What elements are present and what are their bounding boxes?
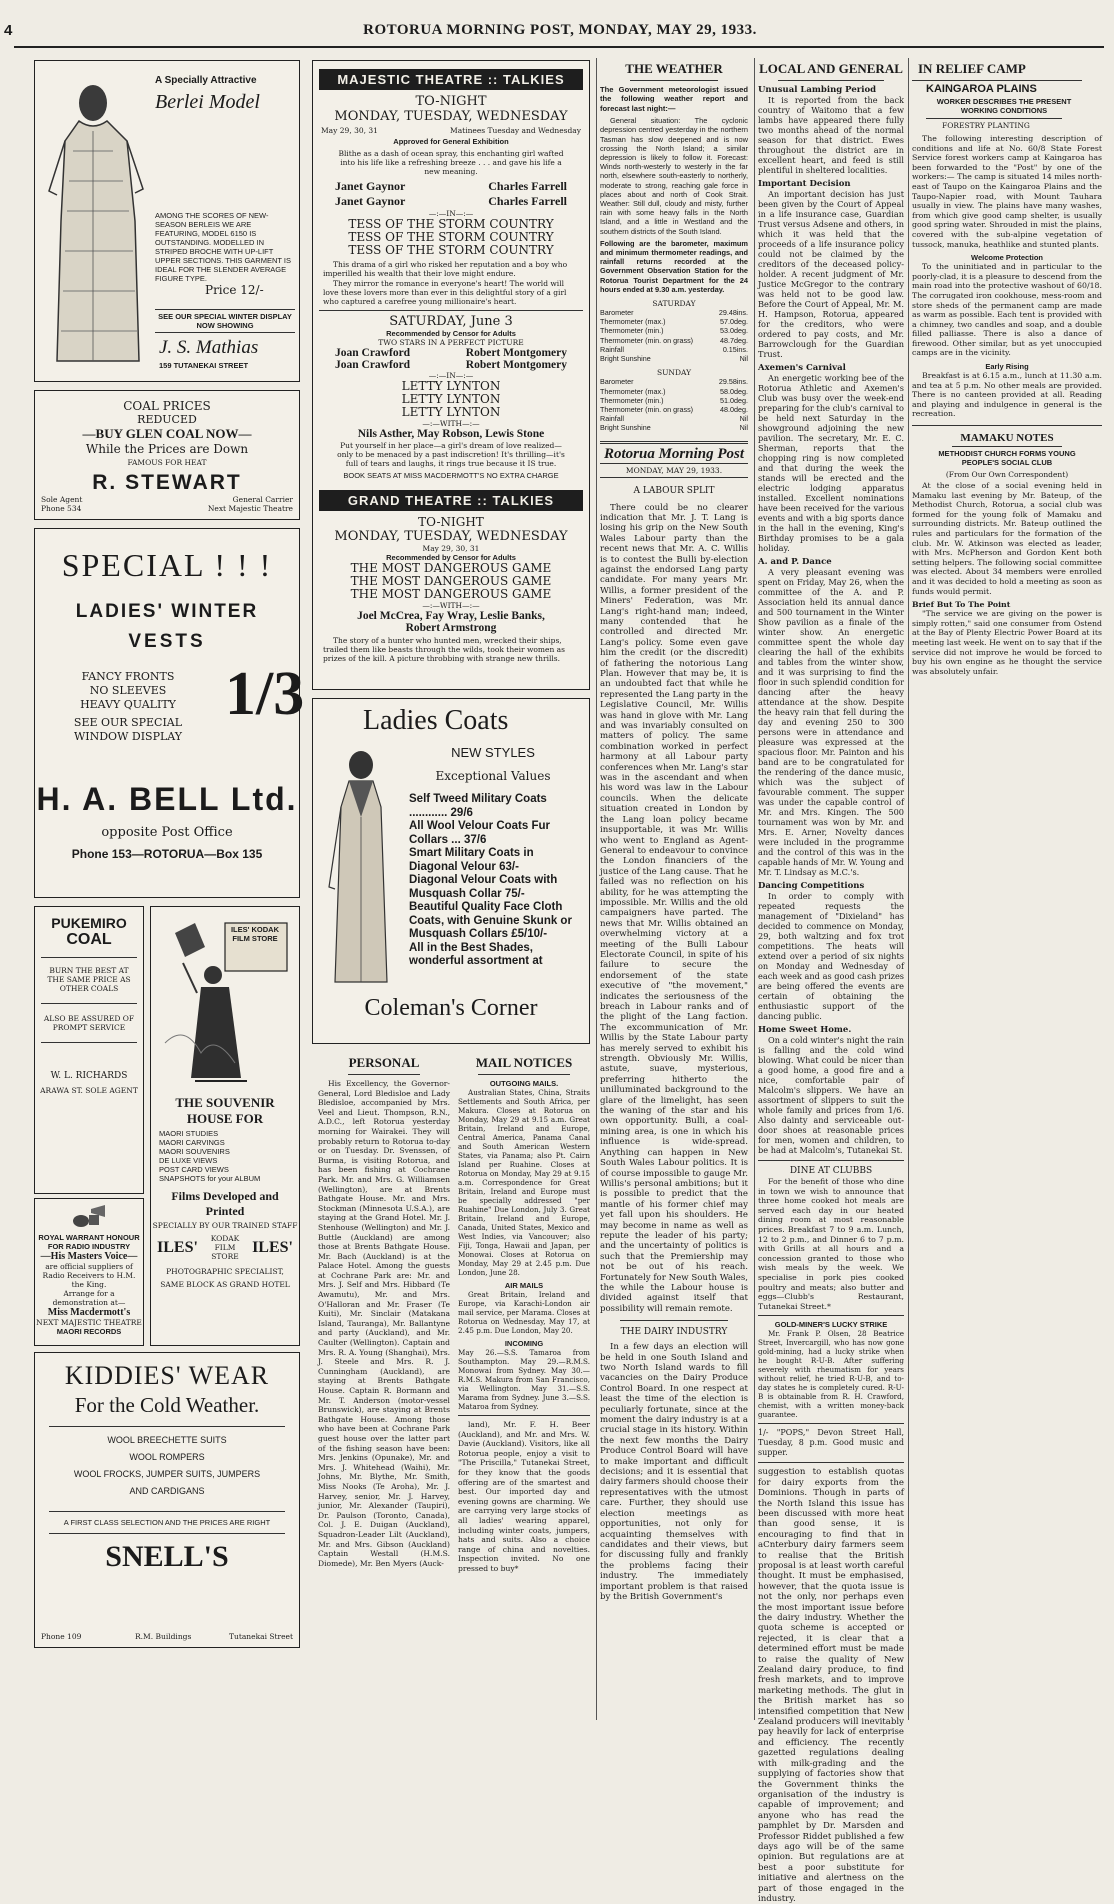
mail-air-text: Great Britain, Ireland and Europe, via Karachi-London air mail service, per Marama. Closes at Rotorua on Wednesday, May 17, at 2.45 p.m. Due London, May 20. [458, 1290, 590, 1335]
iles-byour: SPECIALLY BY OUR TRAINED STAFF [152, 1221, 298, 1230]
majestic-star-2: Charles Farrell [488, 179, 567, 193]
berlei-price: Price 12/- [205, 283, 264, 297]
sat-value: 57.0deg. [720, 317, 748, 327]
local-item-text: An important decision has just been given by the Court of Appeal in a life insurance case, Guardian Trust versus Adsene and others, in which it was held that the proceeds of a life insurance policy could not be claimed by the creditors of the deceased policy-holder. A recent judgment of Mr. Justice McGregor to the contrary was held not to be good law. Before the Court of Appeal, Mr. M. H. Hampson, Rotorua, appeared for the creditors, who were ordered to pay costs, and Mr. Barrowclough for the Guardian Trust. [758, 189, 904, 359]
majestic-sat-star-2-repeat: Robert Montgomery [465, 359, 567, 371]
local-item-heading: Important Decision [758, 179, 851, 189]
bell-line-2: VESTS [128, 631, 206, 652]
coal-line-2: REDUCED [137, 413, 197, 426]
majestic-approved: Approved for General Exhibition [393, 137, 509, 146]
grand-film-2: THE MOST DANGEROUS GAME [350, 574, 552, 588]
berlei-address: 159 TUTANEKAI STREET [159, 361, 249, 370]
sat-label: Rainfall [600, 344, 624, 354]
hmv-ad [34, 1198, 144, 1346]
pukemiro-title-1: PUKEMIRO [51, 915, 127, 931]
majestic-banner: MAJESTIC THEATRE :: TALKIES [319, 69, 583, 90]
grand-film-3: THE MOST DANGEROUS GAME [350, 587, 552, 601]
sun-label: Thermometer (min. on grass) [600, 404, 694, 414]
hmv-line-1: ROYAL WARRANT HONOUR FOR RADIO INDUSTRY [38, 1233, 140, 1251]
coleman-item-6: All in the Best Shades, wonderful assortment at [409, 941, 543, 967]
sat-value: 0.15ins. [722, 344, 748, 354]
bell-feature-3: HEAVY QUALITY [80, 698, 176, 711]
majestic-star-2-repeat: Charles Farrell [488, 194, 567, 208]
sat-value: 29.48ins. [718, 308, 748, 318]
pukemiro-title-2: COAL [66, 931, 112, 948]
bell-feature-1: FANCY FRONTS [81, 670, 175, 683]
personal-column [318, 1052, 450, 1652]
relief-h3: Early Rising [985, 362, 1029, 372]
majestic-days: MONDAY, TUESDAY, WEDNESDAY [334, 109, 568, 124]
coleman-firm: Coleman's Corner [364, 995, 538, 1021]
mail-incoming: INCOMING [504, 1339, 544, 1348]
grand-dates: May 29, 30, 31 [422, 544, 480, 553]
sat-label: Thermometer (min. on grass) [600, 335, 694, 345]
berlei-title: Berlei Model [155, 91, 260, 113]
majestic-film-1: TESS OF THE STORM COUNTRY [348, 217, 554, 231]
sat-row [600, 326, 748, 335]
majestic-letty-3: LETTY LYNTON [401, 405, 501, 419]
sat-row [600, 354, 748, 363]
local-item-heading: A. and P. Dance [758, 557, 832, 567]
majestic-star-1: Janet Gaynor [335, 179, 406, 193]
sun-value: 29.58ins. [718, 377, 748, 387]
relief-sub-1: KAINGAROA PLAINS [926, 83, 1037, 95]
sat-label: Bright Sunshine [600, 354, 651, 364]
local-item-heading: Unusual Lambing Period [758, 85, 877, 95]
coal-line-4: While the Prices are Down [85, 442, 249, 456]
coal-firm: R. STEWART [92, 471, 242, 494]
hmv-line-2: —His Masters Voice— [40, 1251, 138, 1262]
snell-firm: SNELL'S [105, 1540, 229, 1573]
hmv-line-7: MAORI RECORDS [56, 1327, 122, 1336]
iles-sv-2: HOUSE FOR [186, 1111, 264, 1126]
personal-text: His Excellency, the Governor-General, Lord Bledisloe and Lady Bledisloe, accompanied by Mrs. Veel and Lieut. Thompson, R.N., A.D.C., left Rotorua yesterday morning for Wairakei. They will probably return to Rotorua to-day or on Tuesday. Dr. Svenssen, of Burma, is visiting Rotorua, and has been fishing at Cochrane Park. Mr. and Mrs. G. Williamsen (Wellington), are at Brents Bathgate House. Mr. and Mrs. Stockman (Minnesota U.S.A.), are staying at the Grand Hotel. Mr. J. Stenhouse (Wellington) and Mr. J. Buttle (Auckland) are among those at Brents Bathgate House. Mr. Bach (Auckland) is at the Palace Hotel. Among the guests at Cochrane Park are: Mr. and Mrs. J. Self and Mrs. Hibbard (Te Awamutu), Mr. and Mrs. O'Halloran and Mr. Fraser (Te Kuiti), Mr. Sinclair (Matakana Island, Tauranga), Mr. Ballantyne and party (Auckland), and Mr. Caulter (Wellington). Captain and Mrs. R. A. Young (Shanghai), Mrs. J. Steele and Mrs. R. J. Cunningham (Auckland), are staying at Brents Bathgate House. Captain R. Bormann and Mr. T. Anderson (motor-vessel Brunswick), are staying at Brents Bathgate House. Among those who have been at Cochrane Park guest house over the latter part of the fishing season have been: Mrs. Jenkins (Opunake), Mr. and Mrs. J. Whitehead (Waihi), Mr. Johns, Mr. Blythe, Mr. Smith, Miss Nooks (Te Aroha), Mr. J. Harvey, senior, Mr. J. Harvey, junior, Mr. Alexander (Taupiri), Dr. Paulson (Toronto, Canada), Col. J. E. Duigan (Auckland), Squadron-Leader Lilt (Auckland), Mr. and Mrs. Gibson (Auckland) Captain Westall (H.M.S. Diomede), Mr. Ben Myers (Auck- [318, 1079, 450, 1568]
sun-row [600, 414, 748, 423]
majestic-sat-star-1: Joan Crawford [335, 347, 411, 359]
majestic-rec: Recommended by Censor for Adults [386, 329, 516, 338]
majestic-star-1-repeat: Janet Gaynor [335, 194, 406, 208]
iles-films: Films Developed and Printed [171, 1189, 279, 1218]
local-item-heading: Dancing Competitions [758, 881, 865, 891]
relief-sub-2: WORKER DESCRIBES THE PRESENT WORKING CONDITIONS [936, 97, 1072, 115]
majestic-sat-star-2: Robert Montgomery [465, 347, 567, 359]
masthead-rule [14, 46, 1104, 48]
grand-days: MONDAY, TUESDAY, WEDNESDAY [334, 529, 568, 544]
iles-sv-1: THE SOUVENIR [175, 1095, 275, 1110]
masthead-title: ROTORUA MORNING POST, MONDAY, MAY 29, 1933. [363, 22, 757, 38]
iles-brand-1: ILES' [157, 1238, 198, 1256]
hmv-line-6: NEXT MAJESTIC THEATRE [36, 1318, 142, 1327]
sun-label: Thermometer (min.) [600, 395, 664, 405]
coleman-item-5: Beautiful Quality Face Cloth Coats, with Genuine Skunk or Musquash Collars £5/10/- [409, 901, 572, 940]
majestic-blurb: Blithe as a dash of ocean spray, this enchanting girl wafted into his life like a refreshing breeze . . . and gave his life a new meaning. [338, 149, 564, 176]
weather-sun-table [600, 377, 748, 432]
sun-value: Nil [739, 414, 748, 424]
sun-row [600, 377, 748, 386]
grand-cast-1: Joel McCrea, Fay Wray, Leslie Banks, [357, 610, 545, 622]
sat-value: Nil [739, 354, 748, 364]
majestic-in: —:—IN—:— [428, 209, 474, 218]
coal-line-1: COAL PRICES [123, 399, 211, 413]
mail-out-text: Australian States, China, Straits Settlements and South Africa, per Makura. Closes at Rotorua on Monday, May 29 at 9.15 a.m. Great Britain, Ireland and Europe, Central America, Panama Canal and South American Western States, via Panama; also Pt. Cairn Island per Ruahine. Closes at Rotorua on Monday, May 29 at 9.15 a.m. Correspondence for Great Britain, Ireland and Europe must be specially addressed "per Ruahine" Due London, July 3. Great Britain, Ireland and Europe, Canada, United States, Mexico and West Indies, via Vancouver; also Fiji, Tonga, Hawaii and Japan, per Monowai. Closes at Rotorua on Monday, May 29 at 2.45 p.m. Due London, June 28. [458, 1088, 590, 1277]
dog-gramophone-icon [69, 1203, 109, 1229]
sun-label: Rainfall [600, 414, 624, 424]
berlei-desc: AMONG THE SCORES OF NEW-SEASON BERLEIS WE ARE FEATURING, MODEL 6150 IS OUTSTANDING. MODELLED IN STRIPED BROCHE WITH UP-LIFT UPPER SECTIONS. THIS GARMENT IS IDEAL FOR THE SLENDER AVERAGE FIGURE TYPE. [155, 211, 291, 283]
coleman-title: Ladies Coats [363, 705, 509, 736]
majestic-dates: May 29, 30, 31 [321, 126, 378, 135]
weather-sat-label: SATURDAY [652, 299, 696, 309]
grand-cast-2: Robert Armstrong [405, 622, 497, 634]
majestic-twostars: TWO STARS IN A PERFECT PICTURE [378, 338, 524, 347]
snell-item-2: WOOL ROMPERS [129, 1452, 205, 1462]
mamaku-title: MAMAKU NOTES [960, 432, 1054, 445]
weather-column [600, 58, 748, 1658]
majestic-letty-2: LETTY LYNTON [401, 392, 501, 406]
coleman-item-2: All Wool Velour Coats Fur Collars ... 37/6 [409, 820, 550, 846]
iles-photo: PHOTOGRAPHIC SPECIALIST, [166, 1267, 284, 1276]
post-leader: A LABOUR SPLIT [633, 485, 715, 496]
hmv-line-3: are official suppliers of Radio Receivers to H.M. the King. [42, 1262, 136, 1289]
snell-street: Tutanekai Street [228, 1632, 293, 1641]
bell-feature-2: NO SLEEVES [89, 684, 167, 697]
sun-value: 48.0deg. [720, 404, 748, 414]
personal-title: PERSONAL [348, 1055, 420, 1070]
sat-value: 53.0deg. [720, 326, 748, 336]
majestic-cast: Nils Asther, May Robson, Lewis Stone [357, 428, 545, 440]
coleman-item-1: Self Tweed Military Coats ............ 29/6 [409, 793, 547, 819]
local-item-text: It is reported from the back country of Waitomo that a few lambs have appeared there fully two months ahead of the normal season for that district. Ewes throughout the district are in excellent heart, and feed is still plentiful in sheltered localities. [758, 95, 904, 175]
iles-sv-3: MAORI STUDIES MAORI CARVINGS MAORI SOUVENIRS DE LUXE VIEWS POST CARD VIEWS SNAPSHOTS for your ALBUM [159, 1129, 261, 1183]
coal-left-1: Sole Agent [41, 495, 83, 504]
mamaku-from: (From Our Own Correspondent) [945, 470, 1069, 480]
iles-sign: ILES' KODAK FILM STORE [230, 925, 280, 943]
corset-illustration [43, 71, 158, 371]
berlei-firm: J. S. Mathias [159, 337, 259, 358]
majestic-tonight: TO-NIGHT [415, 94, 487, 109]
majestic-mirror: They mirror the romance in everyone's heart! The world will love these lovers more than ever in this delightful story of a girl who captured a carefree young millionaire's heart. [323, 279, 567, 306]
local-dine-title: DINE AT CLUBBS [789, 1166, 873, 1176]
sun-row [600, 387, 748, 396]
mail-tail: land), Mr. F. H. Beer (Auckland), and Mr. and Mrs. W. Davie (Auckland). Visitors, like all Rotorua people, enjoy a visit to "The Priscilla," Tutanekai Street, for they know that the goods offering are of the smartest and best. Our imported day and evening gowns are charming. We are carrying very large stocks of all ladies' wearing apparel, including winter coats, jumpers, hats and suits. Also a choice range of china and novelties. Inspection invited. No one pressed to buy* [458, 1420, 590, 1573]
sun-value: 58.0deg. [720, 386, 748, 396]
relief-text-3: Breakfast is at 6.15 a.m., lunch at 11.30 a.m. and tea at 5 p.m. No other meals are provided. There is no canteen provided at all. Reading and playing and indulgence in general is the recreation. [912, 371, 1102, 419]
grand-tonight: TO-NIGHT [418, 515, 484, 529]
weather-sat-table [600, 308, 748, 363]
sun-label: Bright Sunshine [600, 423, 651, 433]
mail-outgoing: OUTGOING MAILS. [489, 1079, 559, 1088]
sat-label: Thermometer (min.) [600, 326, 664, 336]
sun-row [600, 423, 748, 432]
snell-title-1: KIDDIES' WEAR [64, 1361, 270, 1390]
sun-row [600, 405, 748, 414]
snell-phone: Phone 109 [41, 1632, 82, 1641]
bell-special: SPECIAL ! ! ! [61, 547, 273, 583]
pukemiro-name: W. L. RICHARDS [50, 1071, 128, 1081]
sat-row [600, 336, 748, 345]
snell-item-1: WOOL BREECHETTE SUITS [107, 1435, 227, 1445]
snell-item-4: AND CARDIGANS [129, 1486, 205, 1496]
sat-label: Barometer [600, 308, 634, 318]
sat-row [600, 317, 748, 326]
snell-ad [34, 1352, 300, 1648]
local-gold-text: Mr. Frank P. Olsen, 28 Beatrice Street, Invercargill, who has now gone gold-mining, had a lucky strike when he bought R-U-B. After suffering severely with rheumatism for years without relief, he tried R-U-B, and to-day states he is completely cured. R-U-B is obtainable from R. H. Crawford, chemist, with a written money-back guarantee. [758, 1329, 904, 1420]
iles-souvenir [151, 1095, 299, 1289]
mamaku-sub: METHODIST CHURCH FORMS YOUNG PEOPLE'S SOCIAL CLUB [938, 449, 1076, 468]
local-item-text: An energetic working bee of the Rotorua Athletic and Axemen's Club was busy over the week-end preparing for the club's carnival to be held next Saturday in the showground adjoining the new pavilion. The secretary, Mr. E. C. Sherman, reports that the chopping ring is now completed and that during the week the stands will be erected and the electric lodging apparatus installed. Excellent nominations have been received for the various events and with a big sports dance in the hall in the evening, King's Birthday promises to be a gala holiday. [758, 373, 904, 553]
grand-blurb: The story of a hunter who hunted men, wrecked their ships, trailed them like beasts through the wilds, took their women as prizes of the kill. A picture throbbing with strange new thrills. [323, 636, 565, 663]
bell-feature-5: WINDOW DISPLAY [73, 730, 183, 743]
iles-ad [150, 906, 300, 1346]
sun-label: Barometer [600, 377, 634, 387]
pukemiro-line-1: BURN THE BEST AT THE SAME PRICE AS OTHER COALS [47, 966, 131, 993]
local-items [758, 85, 904, 1155]
bell-firm: H. A. BELL Ltd. [36, 781, 298, 817]
post-dairy-title: THE DAIRY INDUSTRY [620, 1327, 728, 1338]
majestic-matinees: Matinees Tuesday and Wednesday [450, 126, 581, 135]
local-pops: 1/- "POPS," Devon Street Hall, Tuesday, 8 p.m. Good music and supper. [758, 1428, 904, 1458]
iles-block: SAME BLOCK AS GRAND HOTEL [160, 1280, 290, 1289]
snell-selection: A FIRST CLASS SELECTION AND THE PRICES ARE RIGHT [63, 1518, 271, 1527]
local-item-heading: Axemen's Carnival [758, 363, 846, 373]
coleman-values: Exceptional Values [435, 769, 551, 783]
coleman-item-3: Smart Military Coats in Diagonal Velour 63/- [409, 847, 534, 873]
sun-value: Nil [739, 423, 748, 433]
local-dine-text: For the benefit of those who dine in town we wish to announce that three home cooked hot meals are served each day in our heated dining room at most reasonable prices. Breakfast 7 to 9 a.m. Lunch, 12 to 2 p.m., and Dinner 6 to 7 p.m. with Grills at all hours and a concession granted to those who wish meals by the week. We specialise in pork pies cooked poultry and meats; also butter and eggs—Clubb's Restaurant, Tutanekai Street.* [758, 1177, 904, 1311]
berlei-ad [34, 60, 300, 382]
post-leader-text: There could be no clearer indication that Mr. J. T. Lang is losing his grip on the New South Wales Labour party than the recent news that Mr. A. C. Willis is to contest the Bulli by-election against the endorsed Lang party candidate. For many years Mr. Willis, a former president of the Miners' Federation, was Mr. Lang's right-hand man; indeed, many contended that he controlled and directed Mr. Lang's policy. Some even gave him the credit (or the discredit) of fathering the notorious Lang Plan. However that may be, it is an undoubted fact that while he represented the Lang party in the Legislative Council, Mr. Willis was hand in glove with Mr. Lang and was invariably consulted on matters of policy. The same combination worked in perfect harmony at all Labour party conferences when Mr. Lang's star was in the ascendant and when his word was law in the Labour councils. When the delicate situation created in London by the Lang loan policy became insupportable, it was Mr. Willis who went to England as Agent-General to endeavour to convince the London financiers of the justice of the Lang cause. That he failed was no reflection on his ability, for he was attempting the impossible. Mr. Willis and the old campaigners have parted. The news that Mr. Willis obtained an overwhelming victory at a meeting of the Bulli Labour Electorate Council, in spite of his failure to secure the endorsement of the state executive of "the movement," indicates the seriousness of the breach in Labour ranks and of the plight of the Lang faction. The excommunication of Mr. Willis by the State Labour party has merely served to exhibit his strength. Obviously Mr. Willis, astute, suave, mysterious, preferring hitherto the unilluminated background to the glare of the limelight, has seen the waning of the star and his own opportunity. Bulli, a coal-mining area, is one in which his influence is wide-spread. Anything can happen in New South Wales Labour politics. It is of course impossible to gauge Mr. Willis's personal ambitions; but it is possible to predict that the mantle of his former chief may yet fall upon his shoulders. He may become in name as well as repute the leader of his party; and the uncertainty of politics is such that the Premiership may not be out of his reach. Fortunately for New South Wales, the while the Labour house is divided against itself that possibility will remain remote. [600, 502, 748, 1314]
bell-phone: Phone 153—ROTORUA—Box 135 [71, 847, 263, 861]
majestic-saturday: SATURDAY, June 3 [389, 314, 513, 329]
post-date: MONDAY, MAY 29, 1933. [625, 465, 723, 475]
grand-banner: GRAND THEATRE :: TALKIES [319, 490, 583, 511]
majestic-book: BOOK SEATS AT MISS MACDERMOTT'S NO EXTRA CHARGE [343, 471, 559, 480]
bell-ad [34, 528, 305, 898]
coleman-ad [312, 698, 590, 1044]
relief-text-2: To the uninitiated and in particular to the poorly-clad, it is a pleasure to descend from the main road into the protective washout of 60/18. The corrugated iron cookhouse, mess-room and store sheds of the permanent camp are made as warm as possible. Each tent is provided with a chimney, two candles and soap, and a double filled palliasse. There is also a dance of firewood. Other similar, but as yet unoccupied camps are in the vicinity. [912, 262, 1102, 358]
page-number: 4 [4, 22, 13, 39]
snell-bldg: R.M. Buildings [135, 1632, 192, 1641]
mamaku-text: At the close of a social evening held in Mamaku last evening by Mr. Bateup, of the Methodist Church, Rotorua, a social club was formed for the young folk of Mamaku and surrounding districts. Mr. Bateup outlined the rules and particulars for the formation of the club. Mr. W. Atkinson was elected as leader, with Mrs. McPherson and Gordon Kent both setting helpers. The following social committee was elected. About 34 members were enrolled and it was decided to hold a meeting as soon as funds would permit. [912, 481, 1102, 596]
bell-opp: opposite Post Office [101, 825, 233, 840]
mail-in-text: May 26.—S.S. Tamaroa from Southampton. May 29.—R.M.S. Monowai from Sydney. May 30.—R.M.S. Makura from San Francisco, via Wellington. May 31.—S.S. Marama from Sydney. June 3.—S.S. Mataroa from Sydney. [458, 1348, 590, 1411]
grand-film-1: THE MOST DANGEROUS GAME [350, 561, 552, 575]
iles-brand-row [151, 1230, 299, 1261]
weather-readings: Following are the barometer, maximum and minimum thermometer readings, and rainfall returns recorded at the Government Observation Station for the Rotorua Tourist Department for the 24 hours ended at 9.30 a.m. yesterday. [600, 238, 748, 294]
relief-column [912, 58, 1102, 1658]
local-item-text: In order to comply with repeated requests the management of "Dixieland" has decided to commence on Monday, 29, both waltzing and fox trot competitions. The heats will extend over a period of six nights on Monday and Wednesday of each week and as good cash prizes are being offered the events are certain of obtaining the enthusiastic support of the dancing public. [758, 891, 904, 1021]
weather-intro: The Government meteorologist issued the following weather report and forecast last night:— [600, 85, 748, 113]
coal-line-5: FAMOUS FOR HEAT [127, 458, 207, 467]
local-item-text: A very pleasant evening was spent on Friday, May 26, when the committee of the A. and P. Association held its annual dance and 500 tournament in the Winter Show pavilion as a finale of the winter show. An energetic committee spent the whole day clearing the hall of the exhibits and tables from the winter show, and it was surprising to find the floor in such splendid condition for dancing after the heavy attendance at the show. Despite the heavy rain that fell during the day and evening 250 to 300 persons were in attendance and pleasure was expressed at the spacious floor. Mr. Painton and his band are to be congratulated for the rendering of the dance music, which was the subject of favourable comment. The supper was under the capable control of Mr. and Mrs. Kingen. The 500 tournament was won by Mr. and Mrs. E. Arner, Novelty dances were included in the programme and the control of this was in the capable hands of Mr. W. Young and Mr. T. Lindsay as M.C.'s. [758, 567, 904, 877]
majestic-drama: This drama of a girl who risked her reputation and a boy who imperilled his wealth that their love might endure. [323, 260, 568, 278]
majestic-with: —:—WITH—:— [422, 419, 480, 428]
woman-coat-illustration [321, 747, 401, 987]
local-gold-title: GOLD-MINER'S LUCKY STRIKE [774, 1320, 888, 1330]
majestic-letty-1: LETTY LYNTON [401, 379, 501, 393]
coal-ad [34, 390, 300, 520]
coal-left-2: Phone 534 [41, 504, 82, 513]
snell-title-2: For the Cold Weather. [74, 1393, 260, 1417]
bell-price: 1/3 [225, 660, 305, 728]
majestic-sat-star-1-repeat: Joan Crawford [335, 359, 411, 371]
masthead [0, 0, 1114, 52]
brief-title: Brief But To The Point [912, 600, 1011, 610]
sat-label: Thermometer (max.) [600, 317, 666, 327]
relief-title: IN RELIEF CAMP [918, 61, 1026, 76]
hmv-line-4: Arrange for a demonstration at— [52, 1289, 126, 1307]
local-column [758, 58, 904, 1904]
weather-title: THE WEATHER [625, 61, 723, 76]
local-title: LOCAL AND GENERAL [759, 61, 903, 76]
coal-right-1: General Carrier [232, 495, 293, 504]
coleman-styles: NEW STYLES [451, 745, 535, 760]
mail-column [458, 1052, 590, 1652]
sat-value: 48.7deg. [720, 335, 748, 345]
local-item-text: On a cold winter's night the rain is falling and the cold wind blowing. What could be nicer than a good home, a good fire and a nice, comfortable pair of Malcolm's slippers. We have an assortment of slippers to suit the whole family and prices from 1/6. Also dainty and serviceable out-door shoes at reasonable prices for men, women and children, to be had at Malcolm's, Tutanekai St. [758, 1035, 904, 1155]
iles-brand-2: ILES' [252, 1238, 293, 1256]
majestic-film-2: TESS OF THE STORM COUNTRY [348, 230, 554, 244]
sun-row [600, 396, 748, 405]
post-dairy-text: In a few days an election will be held in one South Island and two North Island wards to fill vacancies on the Dairy Produce Control Board. In one respect at least the time of the election is peculiarly fortunate, since at the moment the dairy industry is at a crucial stage in its history. Within the next few months the Dairy Produce Control Board will have to make important and difficult decisions; and it is essential that dairy farmers should choose their representatives with the utmost care. Further, they should use election meetings as opportunities, not only for acquainting themselves with candidates and their views, but for discussing fully and frankly the problems facing their industry. The immediately important problem is that raised by the British Government's [600, 1342, 748, 1602]
sun-value: 51.0deg. [720, 395, 748, 405]
bell-feature-4: SEE OUR SPECIAL [73, 716, 183, 729]
sat-row [600, 308, 748, 317]
majestic-in-2: —:—IN—:— [428, 371, 474, 380]
mail-air: AIR MAILS [504, 1281, 544, 1290]
majestic-put: Put yourself in her place—a girl's dream of love realized—only to be menaced by a past indiscretion! It's thrilling—it's full of tears and laughs, it rings true because it IS true. [337, 441, 565, 468]
hmv-line-5: Miss Macdermott's [47, 1307, 131, 1318]
pukemiro-ad [34, 906, 144, 1194]
sat-row [600, 345, 748, 354]
coal-right-2: Next Majestic Theatre [207, 504, 293, 513]
berlei-tag: A Specially Attractive [155, 75, 257, 86]
local-cont: suggestion to establish quotas for dairy exports from the Dominions. Though in parts of the North Island this issue has been discussed with more heat than good sense, it is encouraging to find that in aCnterbury dairy farmers seem to realise that the British proposal is at least worth careful thought. It must be emphasised, however, that the quota issue is not the only, nor perhaps even the most important issue before the dairy industry. Whether the quota scheme is accepted or rejected, it is clear that a determined effort must be made to raise the quality of New Zealand dairy produce, to find fresh markets, and to improve marketing methods. The glut in the British market has so intensified competition that New Zealand producers will inevitably pay heavily for lack of enterprise and efficiency. The recently gazetted regulations dealing with milk-grading and the supplying of factories show that the Government thinks the organisation of the industry is capable of improvement; and anyone who has read the pamphlet by Dr. Marsden and Professor Riddet published a few days ago will be of the same opinion. But regulations are at best a poor substitute for initiative and alertness on the part of those engaged in the industry. [758, 1467, 904, 1904]
brief-text: "The service we are giving on the power is simply rotten," said one consumer from Ostend at the Bay of Plenty Electric Power Board at its meeting last week. He went on to say that if the service did not improve he would be forced to buy his own engine as he thought the service was absolutely unfair. [912, 609, 1102, 676]
sun-label: Thermometer (max.) [600, 386, 666, 396]
relief-sub-3: FORESTRY PLANTING [942, 121, 1030, 130]
local-item-heading: Home Sweet Home. [758, 1025, 852, 1035]
berlei-window: SEE OUR SPECIAL WINTER DISPLAY NOW SHOWING [155, 309, 295, 333]
pukemiro-addr: ARAWA ST. SOLE AGENT [40, 1086, 138, 1095]
majestic-film-3: TESS OF THE STORM COUNTRY [348, 243, 554, 257]
bell-line-1: LADIES' WINTER [75, 601, 259, 622]
theatres-block [312, 60, 590, 690]
snell-item-3: WOOL FROCKS, JUMPER SUITS, JUMPERS [73, 1469, 261, 1479]
post-title: Rotorua Morning Post [603, 445, 745, 462]
weather-sun-label: SUNDAY [656, 368, 692, 378]
iles-kodak: KODAK FILM STORE [210, 1234, 240, 1261]
grand-with: —:—WITH—:— [422, 601, 480, 610]
relief-h2: Welcome Protection [971, 253, 1043, 263]
weather-text: General situation: The cyclonic depression centred yesterday in the northern Tasman has slow deepened and is now crossing the North Island; a similar depression is likely to follow it. Forecast: Winds north-westerly to westerly in the far north, elsewhere south-easterly to northerly, moderate to strong, reaching gale force in places about and north of Cook Strait. Weather: Still dull, cloudy and misty, further rain with some heavy falls in the North Island, and a little in Westland and the southern districts of the South Island. [600, 116, 748, 236]
grand-rec: Recommended by Censor for Adults [386, 553, 516, 562]
relief-text-1: The following interesting description of conditions and life at No. 60/8 State Forest Service forest workers camp at Kaingaroa has been forwarded to the "Post" by one of the workers:— The camp is situated 14 miles north-east of Taupo on the Kaingaroa Plains and the Taupo-Napier road, with Mount Tauhara usually in view. The plains have many washes, from which give good camp shelter, is usually good spring water. Shrouded in mist the plains, covered with the sub-alpine vegetation of tussock, manuka, heathlike and stunted plants. [912, 134, 1102, 249]
coal-line-3: —BUY GLEN COAL NOW— [82, 426, 252, 441]
pukemiro-line-2: ALSO BE ASSURED OF PROMPT SERVICE [43, 1014, 135, 1032]
mail-title: MAIL NOTICES [475, 1055, 573, 1070]
coleman-item-4: Diagonal Velour Coats with Musquash Collar 75/- [409, 874, 558, 900]
